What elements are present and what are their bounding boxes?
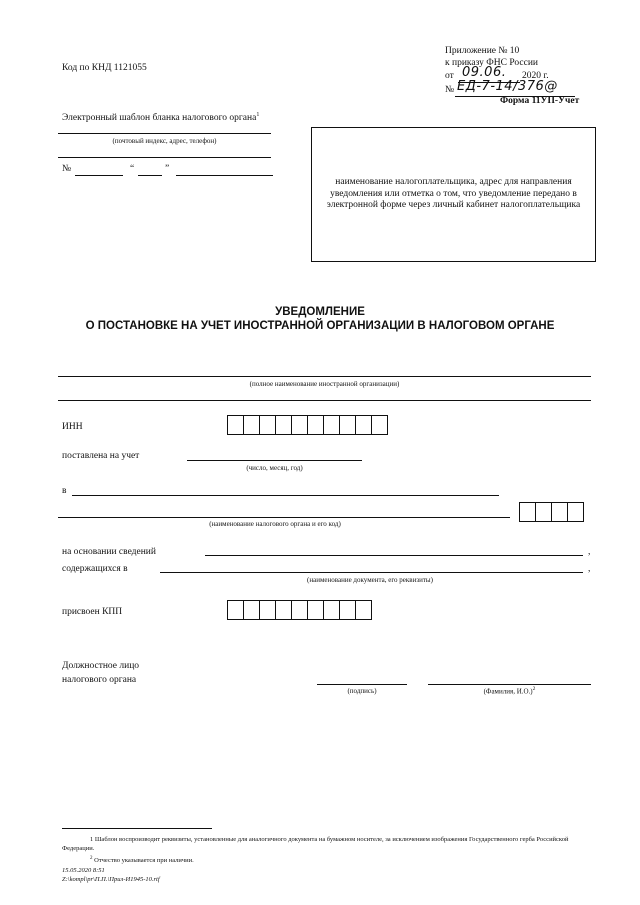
org-name-line bbox=[58, 376, 591, 377]
footnote-separator bbox=[62, 828, 212, 829]
sender-second-line bbox=[58, 157, 271, 158]
registration-date-line bbox=[187, 460, 362, 461]
in-label: в bbox=[62, 486, 67, 496]
inn-cells bbox=[227, 415, 387, 435]
basis-line-2 bbox=[160, 572, 583, 573]
basis-line-1 bbox=[205, 555, 583, 556]
recipient-box bbox=[311, 127, 596, 262]
footnote-2-mark: 2 bbox=[90, 856, 93, 861]
document-caption: (наименование документа, его реквизиты) bbox=[307, 576, 433, 584]
footnote-ref-2: 2 bbox=[532, 686, 536, 692]
outgoing-day-line bbox=[138, 175, 162, 176]
registered-label: поставлена на учет bbox=[62, 451, 140, 461]
appendix-line: Приложение № 10 bbox=[445, 46, 520, 56]
order-number-prefix: № bbox=[445, 85, 455, 95]
footnote-1 bbox=[62, 836, 592, 854]
footnote-1-mark: 1 bbox=[90, 836, 94, 843]
org-name-line-2 bbox=[58, 400, 591, 401]
footnote-2-text: Отчество указывается при наличии. bbox=[94, 857, 194, 865]
basis-comma-2: , bbox=[588, 564, 591, 574]
order-line: к приказу ФНС России bbox=[445, 58, 538, 68]
basis-comma-1: , bbox=[588, 547, 591, 557]
print-date: 15.05.2020 8:51 bbox=[62, 867, 105, 874]
footnote-2 bbox=[62, 856, 194, 864]
outgoing-number-line bbox=[75, 175, 123, 176]
order-date-prefix: от bbox=[445, 71, 454, 81]
tax-office-line bbox=[72, 495, 499, 496]
date-caption: (число, месяц, год) bbox=[246, 464, 303, 472]
official-name-line bbox=[428, 684, 591, 685]
official-name-caption: (Фамилия, И.О.)$^2$ bbox=[483, 686, 536, 696]
signature-line bbox=[317, 684, 407, 685]
basis-label-1: на основании сведений bbox=[62, 547, 156, 557]
document-title: УВЕДОМЛЕНИЕ bbox=[275, 306, 365, 318]
file-path: Z:\kompl\pr\П.П.\Прил-И1945-10.rtf bbox=[62, 876, 160, 883]
order-date-year: 2020 г. bbox=[522, 71, 549, 81]
basis-label-2: содержащихся в bbox=[62, 564, 128, 574]
kpp-label: присвоен КПП bbox=[62, 607, 123, 617]
form-name: Форма 11УП-Учет bbox=[500, 96, 580, 106]
template-label: Электронный шаблон бланка налогового органа$^1$ bbox=[62, 112, 260, 124]
tax-office-line-2 bbox=[58, 517, 510, 518]
official-label-2: налогового органа bbox=[62, 675, 137, 685]
footnote-ref-1: 1 bbox=[256, 112, 260, 118]
inn-label: ИНН bbox=[62, 422, 83, 432]
postal-address-line bbox=[58, 133, 271, 134]
recipient-box-text: наименование налогоплательщика, адрес для направления уведомления или отметка о том, что уведомление передано в электронной форме через личный кабинет налогоплательщика bbox=[326, 176, 581, 211]
org-name-caption: (полное наименование иностранной организации) bbox=[249, 380, 400, 388]
quote-close: ” bbox=[165, 164, 170, 174]
postal-caption: (почтовый индекс, адрес, телефон) bbox=[112, 137, 217, 145]
tax-office-code-cells bbox=[519, 502, 583, 522]
order-date-handwritten: 09.06. bbox=[462, 65, 507, 80]
knd-code: Код по КНД 1121055 bbox=[62, 63, 147, 73]
footnote-1-text: Шаблон воспроизводит реквизиты, установленные для аналогичного документа на бумажном носителе, за исключением изображения Государственного герба Российской Федерации. bbox=[62, 836, 569, 852]
outgoing-number-sign: № bbox=[62, 164, 72, 174]
document-subtitle: О ПОСТАНОВКЕ НА УЧЕТ ИНОСТРАННОЙ ОРГАНИЗАЦИИ В НАЛОГОВОМ ОРГАНЕ bbox=[85, 320, 555, 332]
tax-office-caption: (наименование налогового органа и его код) bbox=[209, 520, 341, 528]
quote-open: “ bbox=[130, 164, 135, 174]
kpp-cells bbox=[227, 600, 371, 620]
outgoing-month-line bbox=[176, 175, 273, 176]
order-number-handwritten: ЕД-7-14/376@ bbox=[457, 79, 558, 94]
signature-caption: (подпись) bbox=[347, 687, 377, 695]
official-label-1: Должностное лицо bbox=[62, 661, 140, 671]
